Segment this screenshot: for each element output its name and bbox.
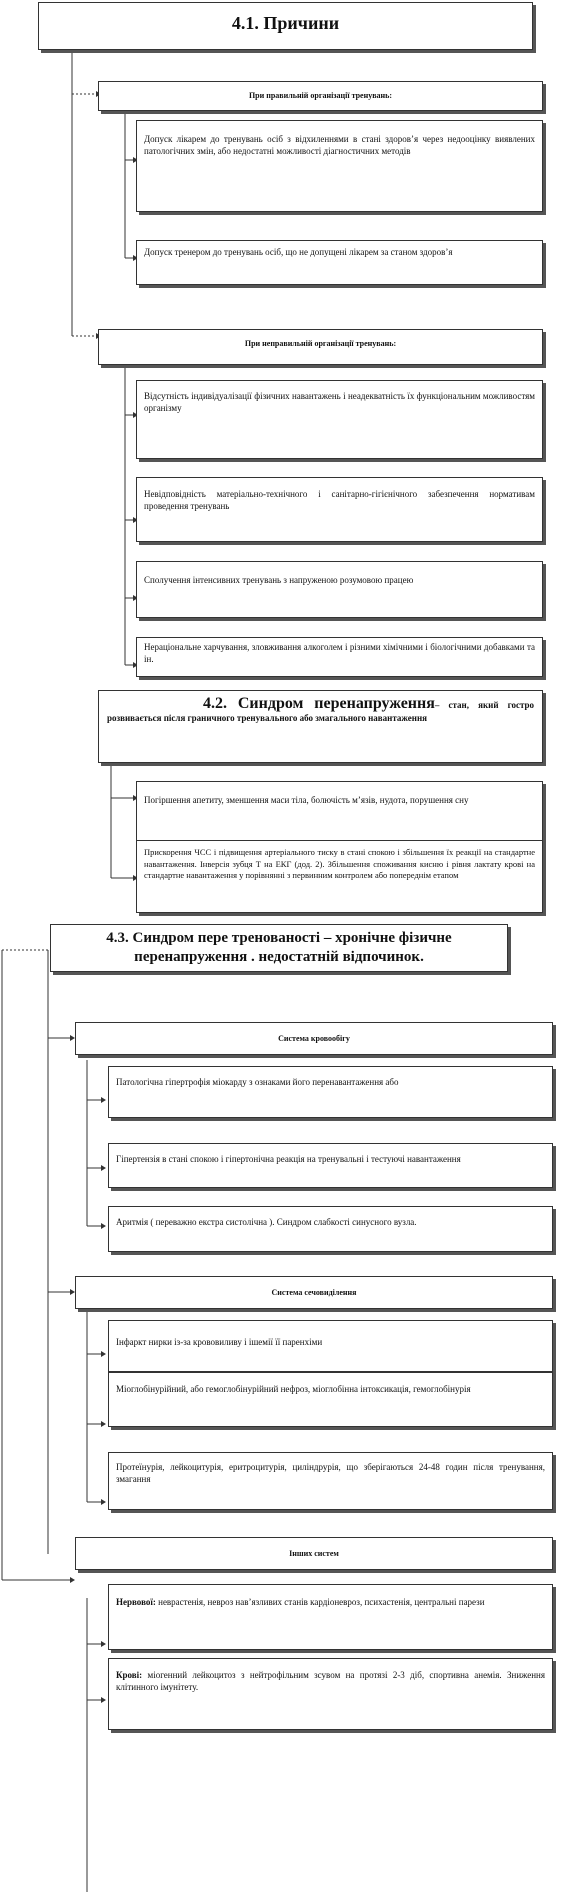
- manifestation-box: [108, 1206, 553, 1252]
- group-header: Інших систем: [289, 1549, 339, 1558]
- section-4-2-title: 4.2. Синдром перенапруження: [203, 695, 435, 712]
- manifestation-box: [108, 1658, 553, 1730]
- section-4-3-title-box: [50, 924, 508, 972]
- manifestation-box: [108, 1143, 553, 1188]
- manifestation-text: [116, 1669, 545, 1693]
- manifestation-text: [116, 1596, 545, 1608]
- manifestation-text: Протеїнурія, лейкоцитурія, еритроцитурія, циліндрурія, що зберігаються 24-48 годин після тренування, змагання: [116, 1462, 545, 1484]
- manifestation-text: Патологічна гіпертрофія міокарду з ознаками його перенавантаження або: [116, 1077, 399, 1087]
- manifestation-box: [108, 1452, 553, 1510]
- manifestation-box: [108, 1320, 553, 1372]
- cause-text: Допуск лікарем до тренувань осіб з відхиленнями в стані здоров’я через недооцінку виявлених патологічних змін, або недостатні можливості діагностичних методів: [144, 134, 535, 156]
- group-header-box: [75, 1537, 553, 1570]
- section-4-3-title: 4.3. Синдром пере тренованості: [106, 930, 321, 946]
- manifestation-box: [108, 1584, 553, 1650]
- symptom-box: [136, 840, 543, 913]
- manifestation-text: Аритмія ( переважно екстра систолічна ). Синдром слабкості синусного вузла.: [116, 1217, 417, 1227]
- section-4-3-subtitle: – хронічне фізичне перенапруження . недостатній відпочинок.: [134, 930, 452, 965]
- symptom-box: [136, 781, 543, 844]
- system-lead: Нервової:: [116, 1597, 156, 1607]
- manifestation-box: [108, 1372, 553, 1427]
- section-4-1-title-box: [38, 2, 533, 50]
- group-header-box: [75, 1022, 553, 1055]
- manifestation-text: Інфаркт нирки із-за крововиливу і ішемії її паренхіми: [116, 1337, 323, 1347]
- manifestation-text: Гіпертензія в стані спокою і гіпертонічна реакція на тренувальні і тестуючі навантаження: [116, 1154, 461, 1164]
- cause-text: Невідповідність матеріально-технічного і санітарно-гігієнічного забезпечення нормативам проведення тренувань: [144, 489, 535, 511]
- symptom-text: Прискорення ЧСС і підвищення артеріального тиску в стані спокою і збільшення їх реакції на стандартне навантаження. Інверсія зубця Т на ЕКГ (дод. 2). Збільшення споживання кисню і рівня лактату крові на стандартне навантаження у порівнянні з первинним контролем або попереднім етапом: [144, 847, 535, 880]
- group-header: При правильній організації тренувань:: [248, 91, 393, 100]
- cause-text: Сполучення інтенсивних тренувань з напруженою розумовою працею: [144, 575, 414, 585]
- section-4-3-title-block: [57, 929, 501, 967]
- cause-box: [136, 240, 543, 285]
- cause-text: Нераціональне харчування, зловживання алкоголем і різними хімічними і біологічними добавками та ін.: [144, 642, 535, 664]
- cause-box: [136, 477, 543, 542]
- section-4-2-title-box: [98, 690, 543, 763]
- system-detail: міогенний лейкоцитоз з нейтрофільним зсувом на протязі 2-3 діб, спортивна анемія. Зниження клітинного імунітету.: [116, 1670, 545, 1692]
- manifestation-box: [108, 1066, 553, 1118]
- section-4-2-title-block: [107, 697, 534, 725]
- section-4-2-subtitle: – стан, який гостро розвивається після граничного тренувального або змагального навантаження: [107, 700, 535, 723]
- system-detail: неврастенія, невроз нав’язливих станів кардіоневроз, психастенія, центральні парези: [155, 1597, 485, 1607]
- group-header: Система кровообігу: [278, 1034, 350, 1043]
- group-header: Система сечовиділення: [271, 1288, 357, 1297]
- cause-box: [136, 637, 543, 677]
- system-lead: Крові:: [116, 1670, 143, 1680]
- cause-box: [136, 120, 543, 212]
- group-header-box: [75, 1276, 553, 1309]
- section-4-1-title: 4.1. Причини: [231, 13, 340, 33]
- manifestation-text: Міоглобінурійний, або гемоглобінурійний нефроз, міоглобінна інтоксикація, гемоглобінурія: [116, 1384, 471, 1394]
- group-header-box: [98, 81, 543, 111]
- cause-box: [136, 380, 543, 459]
- cause-text: Відсутність індивідуалізації фізичних навантажень і неадекватність їх функціональним можливостям організму: [144, 391, 535, 413]
- group-header-box: [98, 329, 543, 365]
- symptom-text: Погіршення апетиту, зменшення маси тіла, болючість м’язів, нудота, порушення сну: [144, 795, 469, 805]
- group-header: При неправильній організації тренувань:: [244, 339, 397, 348]
- cause-text: Допуск тренером до тренувань осіб, що не допущені лікарем за станом здоров’я: [144, 247, 453, 257]
- cause-box: [136, 561, 543, 618]
